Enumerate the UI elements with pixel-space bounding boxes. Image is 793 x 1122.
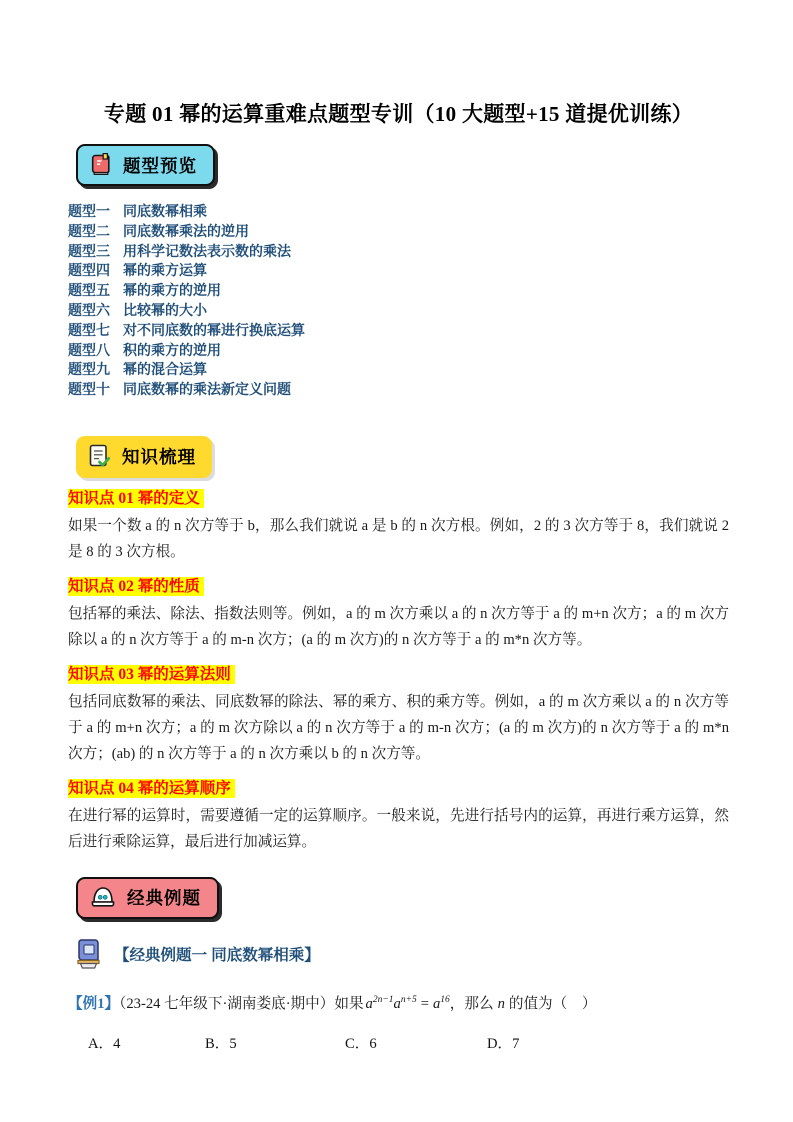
knowledge-point-4: [68, 777, 729, 855]
example-problem: [68, 987, 729, 1017]
knowledge-point-2: [68, 575, 729, 653]
example-tag: 【例1】: [68, 995, 120, 1012]
topic-number: 题型三: [68, 242, 110, 259]
topic-title: 幂的混合运算: [123, 361, 207, 378]
answer-options: [88, 1032, 729, 1053]
topic-title: 积的乘方的逆用: [123, 341, 221, 358]
section-badge-examples-label: 经典例题: [127, 888, 201, 909]
topic-title: 幂的乘方的逆用: [123, 282, 221, 299]
knowledge-point-header-text: 知识点 04 幂的运算顺序: [68, 779, 235, 798]
topic-item-3: [68, 242, 729, 262]
knowledge-point-header: [68, 663, 729, 686]
topic-number: 题型五: [68, 282, 110, 299]
section-badge-preview-label: 题型预览: [123, 155, 197, 176]
topic-number: 题型八: [68, 341, 110, 358]
topic-number: 题型十: [68, 381, 110, 398]
option-b: B．5: [205, 1035, 237, 1052]
section-badge-knowledge-label: 知识梳理: [122, 447, 196, 468]
example-lead: 如果: [334, 995, 364, 1012]
topic-number: 题型七: [68, 321, 110, 338]
example-source: （23-24 七年级下·湖南娄底·期中）: [119, 995, 335, 1012]
topic-title: 幂的乘方运算: [123, 262, 207, 279]
math-base: a: [365, 995, 373, 1012]
topic-item-6: [68, 301, 729, 321]
doc-title: 专题 01 幂的运算重难点题型专训（10 大题型+15 道提优训练）: [103, 102, 694, 126]
example-group-title: 【经典例题一 同底数幂相乘】: [114, 946, 320, 964]
topic-item-8: [68, 341, 729, 361]
math-base: a: [393, 995, 401, 1012]
option-a: A．4: [88, 1035, 121, 1052]
topic-title: 比较幂的大小: [123, 301, 207, 318]
knowledge-point-body: 包括同底数幂的乘法、同底数幂的除法、幂的乘方、积的乘方等。例如，a 的 m 次方乘以 a 的 n 次方等于 a 的 m+n 次方；a 的 m 次方除以 a 的 n 次方等于 a 的 m-n 次方；(a 的 m 次方)的 n 次方等于 a 的 m*n 次方；(ab) 的 n 次方等于 a 的 n 次方乘以 b 的 n 次方等。: [68, 693, 729, 762]
topic-title: 用科学记数法表示数的乘法: [123, 242, 291, 259]
math-base: a: [432, 995, 441, 1012]
topic-item-4: [68, 261, 729, 281]
knowledge-point-header-text: 知识点 01 幂的定义: [68, 489, 204, 508]
option-c: C．6: [345, 1035, 377, 1052]
knowledge-point-header-text: 知识点 02 幂的性质: [68, 577, 204, 596]
option-d: D．7: [487, 1035, 520, 1052]
example-tail: 的值为（ ）: [508, 995, 597, 1012]
topic-title: 同底数幂的乘法新定义问题: [123, 381, 291, 398]
knowledge-point-header-text: 知识点 03 幂的运算法则: [68, 665, 235, 684]
topic-item-9: [68, 360, 729, 380]
math-exponent: 16: [440, 994, 450, 1005]
knowledge-point-body: 在进行幂的运算时，需要遵循一定的运算顺序。一般来说，先进行括号内的运算，再进行乘方运算，然后进行乘除运算，最后进行加减运算。: [68, 807, 729, 850]
topic-item-10: [68, 380, 729, 400]
knowledge-point-header: [68, 575, 729, 598]
example-tail: ，那么: [449, 995, 494, 1012]
topic-number: 题型一: [68, 203, 110, 219]
knowledge-point-1: [68, 487, 729, 565]
checklist-icon: [86, 443, 113, 470]
knowledge-point-body: 如果一个数 a 的 n 次方等于 b，那么我们就说 a 是 b 的 n 次方根。例如，2 的 3 次方等于 8，我们就说 2 是 8 的 3 次方根。: [68, 517, 729, 560]
bell-icon: [88, 884, 118, 912]
topic-item-2: [68, 222, 729, 242]
equals-sign: =: [420, 995, 429, 1012]
section-badge-examples: [76, 877, 219, 919]
section-badge-knowledge: [76, 436, 212, 478]
math-exponent: n+5: [400, 994, 417, 1005]
topic-title: 同底数幂相乘: [123, 203, 207, 219]
topic-number: 题型二: [68, 222, 110, 239]
topic-list: [68, 202, 729, 400]
topic-title: 同底数幂乘法的逆用: [123, 222, 249, 239]
math-formula: [366, 996, 450, 1012]
knowledge-point-3: [68, 663, 729, 767]
knowledge-point-body: 包括幂的乘法、除法、指数法则等。例如，a 的 m 次方乘以 a 的 n 次方等于 a 的 m+n 次方；a 的 m 次方除以 a 的 n 次方等于 a 的 m-n 次方；(a 的 m 次方)的 n 次方等于 a 的 m*n 次方等。: [68, 605, 729, 648]
topic-number: 题型九: [68, 361, 110, 378]
topic-item-7: [68, 321, 729, 341]
example-group-heading: [74, 937, 729, 971]
topic-title: 对不同底数的幂进行换底运算: [123, 321, 305, 338]
math-exponent: 2n−1: [372, 994, 394, 1005]
section-badge-preview: [76, 144, 215, 186]
knowledge-point-header: [68, 487, 729, 510]
topic-item-1: [68, 202, 729, 222]
red-book-icon: [88, 152, 114, 178]
topic-number: 题型六: [68, 301, 110, 318]
topic-item-5: [68, 281, 729, 301]
topic-number: 题型四: [68, 262, 110, 279]
math-var: n: [497, 995, 505, 1012]
notebook-icon: [74, 937, 104, 971]
knowledge-point-header: [68, 777, 729, 800]
